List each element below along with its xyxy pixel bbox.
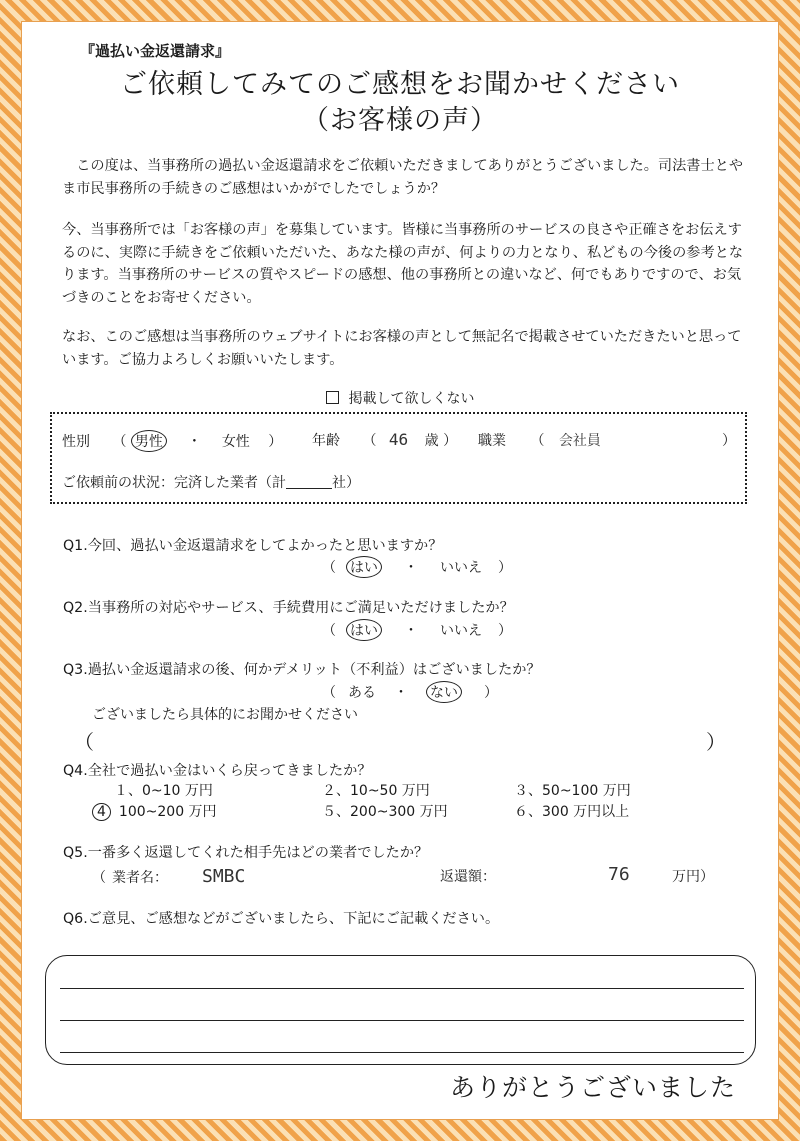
age-label: 年齢 (312, 433, 340, 449)
no-publish-option[interactable] (0, 388, 800, 408)
gender-female-option[interactable]: 女性 (221, 434, 250, 450)
age-value[interactable]: 46 (388, 430, 409, 449)
question-5: Q5.一番多く返還してくれた相手先はどの業者でしたか？ (63, 845, 429, 861)
gender-row: 性別 （ 男性 ・ 女性 ） (62, 430, 282, 452)
page-title: ご依頼してみてのご感想をお聞かせください (120, 69, 680, 100)
q5-company-value[interactable]: SMBC (202, 866, 246, 887)
job-label: 職業 (478, 433, 506, 449)
q4-option-2[interactable]: ２、10~50 万円 (322, 783, 430, 799)
request-paragraph: 今、当事務所では「お客様の声」を募集しています。皆様に当事務所のサービスの良さや正確さをお伝えするのに、実際に手続きをご依頼いただいた、あなた様の声が、何よりの力となり、私どもの今後の参考となります。当事務所のサービスの質やスピードの感想、他の事務所との違いなど、何でもありですので、お気づきのことをお寄せください。 (62, 222, 744, 306)
thank-you-message: ありがとうございました (449, 1073, 736, 1102)
q5-company-label: 業者名： (112, 870, 168, 886)
q3-detail-prompt: ございましたら具体的にお聞かせください (92, 707, 358, 723)
notice-paragraph: なお、このご感想は当事務所のウェブサイトにお客様の声として無記名で掲載させていただきたいと思っています。ご協力よろしくお願いいたします。 (62, 329, 742, 368)
q2-answers: （ はい ・ いいえ ） (322, 619, 512, 641)
q5-amount-label: 返還額： (440, 869, 496, 885)
q3-aru-option[interactable]: ある (348, 685, 376, 701)
comment-box[interactable] (45, 955, 756, 1065)
comment-line (60, 988, 744, 989)
prior-status-unit: 社） (332, 475, 360, 491)
q1-no-option[interactable]: いいえ (440, 560, 482, 576)
q4-option-4-label: 100~200 万円 (118, 804, 217, 820)
question-4: Q4.全社で過払い金はいくら戻ってきましたか？ (63, 763, 372, 779)
prior-status-label: ご依頼前の状況：完済した業者（計 (62, 475, 286, 491)
q4-option-5[interactable]: ５、200~300 万円 (322, 804, 448, 820)
form-tag: 『過払い金返還請求』 (80, 42, 231, 60)
q2-no-option[interactable]: いいえ (440, 623, 482, 639)
comment-line (60, 1052, 744, 1053)
comment-line (60, 1020, 744, 1021)
q1-answers: （ はい ・ いいえ ） (322, 556, 512, 578)
question-6: Q6.ご意見、ご感想などがございましたら、下記にご記載ください。 (63, 911, 500, 927)
gender-male-option[interactable]: 男性 (131, 430, 167, 452)
q4-option-6[interactable]: ６、300 万円以上 (514, 804, 630, 820)
q5-amount-value[interactable]: 76 (608, 864, 630, 885)
q2-yes-option[interactable]: はい (346, 619, 382, 641)
q4-option-4-mark: 4 (92, 803, 111, 821)
prior-status-row (62, 472, 360, 492)
intro-paragraph: この度は、当事務所の過払い金返還請求をご依頼いただきましてありがとうございました。司法書士とやま市民事務所の手続きのご感想はいかがでしたでしょうか？ (62, 158, 744, 197)
q5-company-row: （ 業者名： SMBC (92, 866, 246, 887)
question-2: Q2.当事務所の対応やサービス、手続費用にご満足いただけましたか？ (63, 600, 514, 616)
age-unit: 歳 (424, 433, 439, 449)
no-publish-label: 掲載して欲しくない (348, 391, 475, 407)
question-1: Q1.今回、過払い金返還請求をしてよかったと思いますか？ (63, 538, 443, 554)
gender-label: 性別 (62, 434, 90, 450)
age-row: 年齢 （ 46 歳 ） (312, 430, 458, 449)
no-publish-checkbox[interactable] (326, 391, 339, 404)
job-row: 職業 （ 会社員 (478, 433, 601, 449)
prior-count-field[interactable] (286, 474, 332, 489)
job-value[interactable]: 会社員 (558, 433, 601, 449)
question-3: Q3.過払い金返還請求の後、何かデメリット（不利益）はございましたか？ (63, 662, 541, 678)
page-subtitle: （お客様の声） (302, 105, 498, 136)
q3-nai-option[interactable]: ない (426, 681, 462, 703)
q4-option-3[interactable]: ３、50~100 万円 (514, 783, 631, 799)
q3-detail-field[interactable] (96, 728, 698, 752)
q4-option-1[interactable]: １、0~10 万円 (114, 783, 213, 799)
q1-yes-option[interactable]: はい (346, 556, 382, 578)
q5-amount-unit: 万円） (672, 869, 714, 885)
q4-option-4[interactable] (92, 801, 217, 821)
q3-answers: （ ある ・ ない ） (322, 681, 498, 703)
